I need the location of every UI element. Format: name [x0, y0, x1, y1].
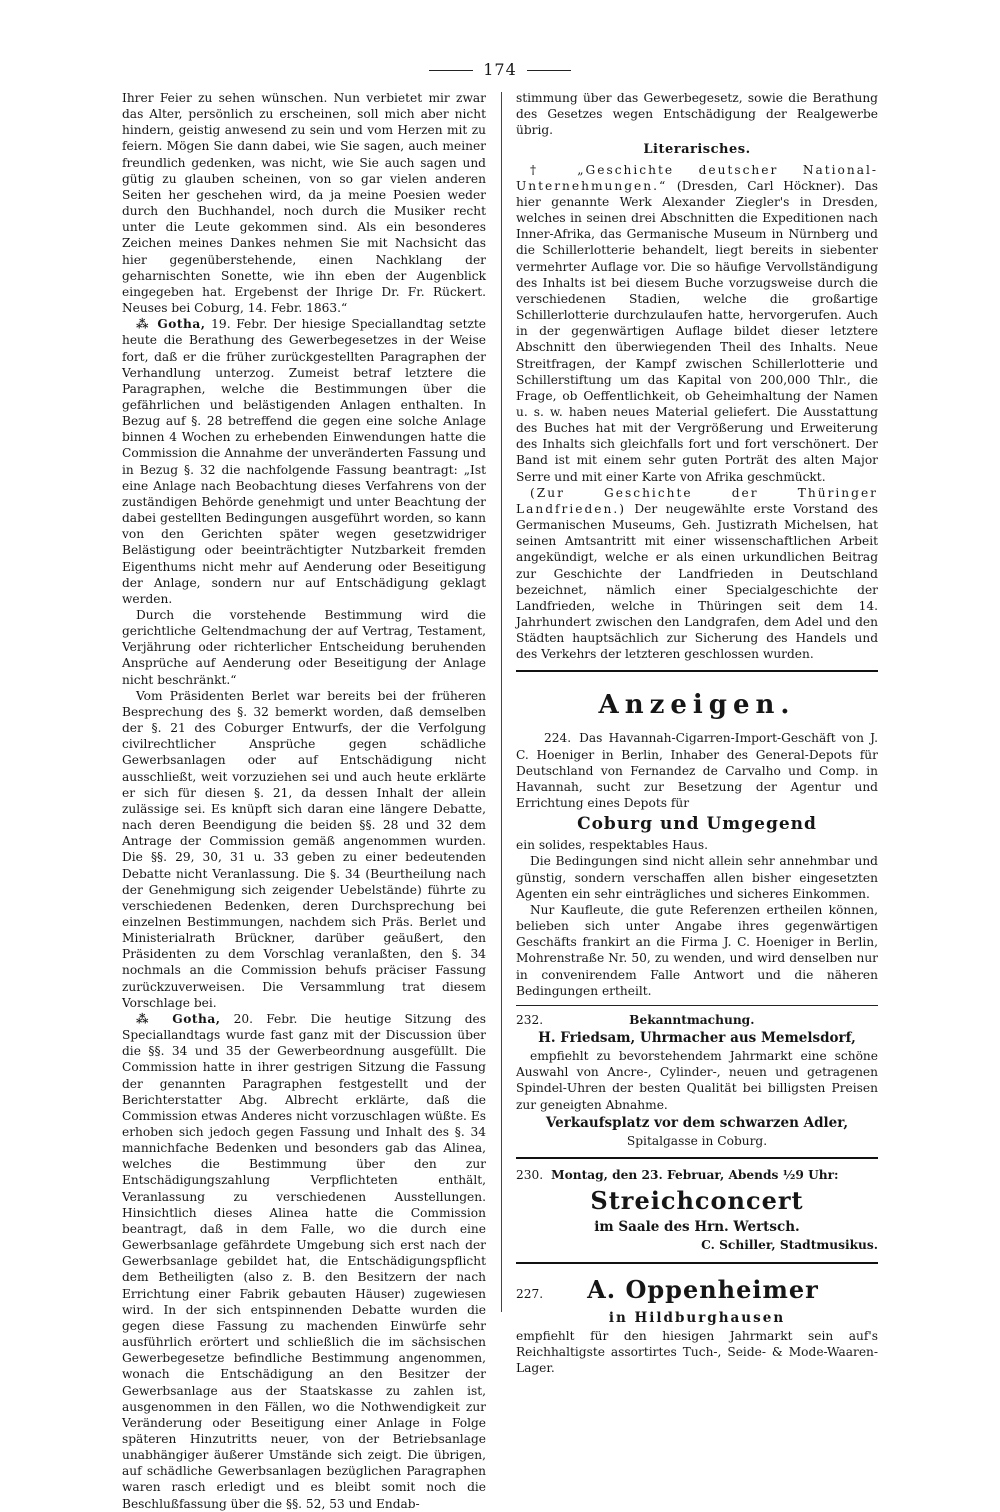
page-number-text: 174 — [483, 60, 517, 79]
ad-224-text: Das Havannah-Cigarren-Import-Geschäft von J. C. Hoeniger in Berlin, Inhaber des General-Depots für Deutschland von Fernandez de Carvalho und Comp. in Havannah, sucht zur Besetzung der Agentur und Errichtung eines Depots für — [516, 731, 878, 811]
left-column — [122, 90, 486, 1512]
rueckert-letter-paragraph: Ihrer Feier zu sehen wünschen. Nun verbietet mir zwar das Alter, persönlich zu erscheinen, soll mich aber nicht hindern, geistig anwesend zu sein und vom Herzen mit zu feiern. Mögen Sie dann dabei, wie Sie sagen, auch meiner freundlich gedenken, was nicht, wie Sie auch sagen und gütig zu glauben scheinen, von so gar vielen anderen Seiten her geschehen wird, da ja meine Poesien weder durch den Buchhandel, noch durch die Musiker recht unter die Leute gekommen sind. Als ein besonderes Zeichen meines Dankes nehmen Sie mit Nachsicht das hier gegenüberstehende, einen Nachklang der geharnischten Sonette, wie ihn eben der Augenblick eingegeben hat. Ergebenst der Ihrige Dr. Fr. Rückert. Neuses bei Coburg, 14. Febr. 1863.“ — [122, 91, 486, 316]
page-number — [0, 60, 1000, 79]
ad-224-number: 224. — [544, 731, 572, 746]
ad-232-place-street: Spitalgasse in Coburg. — [626, 1133, 768, 1148]
landfrieden-text: Der neugewählte erste Vorstand des Germanischen Museums, Geh. Justizrath Michelsen, hat seinen Amtsantritt mit einer wissenschaftlichen Arbeit angekündigt, welche er als einen urkundlichen Beitrag zur Geschichte der Landfrieden in Deutschland bezeichnet, nämlich einer Specialgeschichte der Landfrieden, welche in Thüringen seit dem 14. Jahrhundert zwischen den Landgrafen, dem Adel und den Städten hauptsächlich zur Sicherung des Handels und des Verkehrs der letzteren geschlossen wurden. — [516, 501, 878, 662]
ad-224-house: ein solides, respektables Haus. — [516, 838, 709, 853]
ad-227-name: A. Oppenheimer — [587, 1274, 819, 1304]
dateline-gotha-20: ⁂ Gotha, — [136, 1011, 221, 1026]
ad-232-name: H. Friedsam, Uhrmacher aus Memelsdorf, — [538, 1029, 856, 1046]
dagger-mark: † — [530, 162, 578, 177]
ad-232-header — [516, 1012, 878, 1028]
ad-227-header — [516, 1272, 878, 1308]
right-column — [516, 90, 878, 1376]
ad-230-number: 230. — [516, 1168, 544, 1183]
ads-heading: Anzeigen. — [598, 690, 796, 721]
ad-224-intro — [516, 730, 878, 811]
ad-230-date-line — [516, 1167, 878, 1183]
page-number-rule-right — [527, 70, 571, 71]
ad-232-place: Verkaufsplatz vor dem schwarzen Adler, — [545, 1114, 849, 1131]
ad-divider-1 — [516, 1005, 878, 1006]
ad-232-text: empfiehlt zu bevorstehendem Jahrmarkt eine schöne Auswahl von Ancre-, Cylinder-, neuen und getragenen Spindel-Uhren der besten Qualität bei billigsten Preisen zur geneigten Abnahme. — [516, 1049, 878, 1112]
gotha-report-20-text: 20. Febr. Die heutige Sitzung des Speciallandtags wurde fast ganz mit der Discussion über die §§. 34 und 35 der Gewerbeordnung ausgefüllt. Die Commission hatte in ihrer gestrigen Sitzung die Fassung der genannten Paragraphen festgestellt und der Berichterstatter Abg. Albrecht erklärte, daß die Commission etwas Anderes nicht vorzuschlagen wüßte. Es erhoben sich jedoch gegen Fassung und Inhalt des §. 34 mannichfache Bedenken und besonders gab das Alinea, welches die Bestimmung über den zur Entschädigungszahlung Verpflichteten enthält, Veranlassung zu verschiedenen Ausstellungen. Hinsichtlich dieses Alinea hatte die Commission beantragt, daß in dem Falle, wo die durch eine Gewerbsanlage gefährdete Umgebung sich erst nach der Gewerbsanlage gebildet hat, die Entschädigungspflicht dem Betheiligten (also z. B. den Besitzern der nach Errichtung einer Fabrik gebauten Häuser) zugewiesen wird. In der sich entspinnenden Debatte wurden die gegen diese Fassung zu machenden Einwürfe sehr ausführlich erörtert und schließlich die im sächsischen Gewerbegesetze befindliche Bestimmung angenommen, wonach die Entschädigung an den Besitzer der Gewerbsanlage aus der Staatskasse zu zahlen ist, ausgenommen in den Fällen, wo die Nothwendigkeit zur Veränderung oder Beseitigung einer Anlage in Folge späteren Hinzutritts neuer, von der Betriebsanlage unabhängiger äußerer Umstände sich zeigt. Die übrigen, auf schädliche Gewerbsanlagen bezüglichen Paragraphen waren rasch erledigt und es bleibt somit noch die Beschlußfassung über die §§. 52, 53 und Endab- — [122, 1011, 486, 1511]
gotha-report-19-feb — [122, 316, 486, 607]
gotha-report-continuation: stimmung über das Gewerbegesetz, sowie die Berathung des Gesetzes wegen Entschädigung der Realgewerbe übrig. — [516, 91, 878, 138]
ad-227-number: 227. — [516, 1286, 544, 1301]
ad-227-text: empfiehlt für den hiesigen Jahrmarkt sein auf's Reichhaltigste assortirtes Tuch-, Seide- & Mode-Waaren-Lager. — [516, 1328, 878, 1375]
ad-divider-2 — [516, 1157, 878, 1159]
gotha-report-19-feb-debate: Vom Präsidenten Berlet war bereits bei der früheren Besprechung des §. 32 bemerkt worden, daß demselben der §. 21 des Coburger Entwurfs, der die Verfolgung civilrechtlicher Ansprüche gegen schädliche Gewerbsanlagen oder auf Entschädigung nicht ausschließt, weit vorzuziehen sei und auch heute erklärte er sich für diesen §. 21, da dessen Inhalt der allein zulässige sei. Es knüpft sich daran eine längere Debatte, nach deren Beendigung die beiden §§. 28 und 32 dem Antrage der Commission gemäß angenommen wurden. Die §§. 29, 30, 31 u. 33 geben zu einer bedeutenden Debatte nicht Veranlassung. Die §. 34 (Beurtheilung nach der Genehmigung sich zeigender Uebelstände) führte zu verschiedenen Bedenken, deren Durchsprechung bei einzelnen Bestimmungen, nachdem sich Präs. Berlet und Ministerialrath Brückner, darüber geäußert, den Präsidenten zu dem Vorschlag veranlaßten, den §. 34 nochmals an die Commission behufs präciser Fassung zurückzuverweisen. Die Versammlung trat diesem Vorschlage bei. — [122, 688, 486, 1010]
ad-230-date: Montag, den 23. Februar, Abends ½9 Uhr: — [551, 1168, 839, 1183]
ad-230-title: Streichconcert — [590, 1186, 804, 1216]
ad-230-venue: im Saale des Hrn. Wertsch. — [594, 1219, 800, 1236]
gotha-report-19-text: 19. Febr. Der hiesige Speciallandtag setzte heute die Berathung des Gewerbegesetzes in der Weise fort, daß er die früher zurückgestellten Paragraphen der Verhandlung unterzog. Zumeist betraf letztere die Paragraphen, welche die Bestimmungen über die gefährlichen und belästigenden Anlagen enthalten. In Bezug auf §. 28 betreffend die gegen eine solche Anlage binnen 4 Wochen zu erhebenden Einwendungen hatte die Commission die Annahme der unveränderten Fassung und in Bezug §. 32 die nachfolgende Fassung beantragt: „Ist eine Anlage nach Beobachtung dieses Verfahrens von der zuständigen Behörde genehmigt und unter Beachtung der dabei gestellten Bedingungen ausgeführt worden, so kann von den Gerichten später wegen gesetzwidriger Belästigung oder beeinträchtigter Nutzbarkeit fremden Eigenthums nicht mehr auf Aenderung oder Beseitigung der Anlage, sondern nur auf Entschädigung geklagt werden. — [122, 317, 486, 606]
literary-heading: Literarisches. — [643, 142, 751, 158]
dateline-gotha-19: ⁂ Gotha, — [136, 317, 206, 332]
landfrieden-title: (Zur Geschichte der Thüringer Landfrieden.) — [516, 485, 878, 516]
page-number-rule-left — [429, 70, 473, 71]
literary-book-title: „Geschichte deutscher National-Unternehmungen.“ — [516, 162, 879, 193]
ad-230-signature: C. Schiller, Stadtmusikus. — [701, 1238, 878, 1253]
ad-224-conditions: Die Bedingungen sind nicht allein sehr annehmbar und günstig, sondern verschaffen allen bisher eingesetzten Agenten ein sehr einträgliches und sicheres Einkommen. — [516, 854, 878, 901]
ad-224-headline: Coburg und Umgegend — [577, 814, 817, 835]
ad-232-heading: Bekanntmachung. — [629, 1012, 755, 1027]
gotha-report-19-feb-cont: Durch die vorstehende Bestimmung wird die gerichtliche Geltendmachung der auf Vertrag, Testament, Verjährung oder richterlicher Entscheidung beruhenden Ansprüche auf Aenderung oder Beseitigung der Anlage nicht beschränkt.“ — [122, 608, 486, 687]
ad-224-contact: Nur Kaufleute, die gute Referenzen ertheilen können, belieben sich unter Angabe ihres gegenwärtigen Geschäfts frankirt an die Firma J. C. Hoeniger in Berlin, Mohrenstraße Nr. 50, zu wenden, und wird denselben nur in convenirendem Falle Antwort und die näheren Bedingungen ertheilt. — [516, 902, 878, 998]
literary-review-paragraph — [516, 162, 878, 485]
ad-divider-3 — [516, 1262, 878, 1264]
column-divider — [501, 92, 502, 1312]
ad-232-number: 232. — [516, 1012, 544, 1027]
ad-227-place: in Hildburghausen — [608, 1309, 786, 1326]
section-divider — [516, 670, 878, 672]
gotha-report-20-feb — [122, 1011, 486, 1512]
literary-review-text: (Dresden, Carl Höckner). Das hier genannte Werk Alexander Ziegler's in Dresden, welches in seinen drei Abschnitten die Expeditionen nach Inner-Afrika, das Germanische Museum in Nürnberg und die Schillerlotterie behandelt, liegt bereits in siebenter vermehrter Auflage vor. Die so häufige Vervollständigung des Inhalts ist bei diesem Buche vorzugsweise durch die verschiedenen Stadien, welche die großartige Schillerlotterie durchzulaufen hatte, hervorgerufen. Auch in der gegenwärtigen Auflage bildet dieser letztere Abschnitt den überwiegenden Theil des Inhalts. Neue Streitfragen, der Kampf zwischen Schillerlotterie und Schillerstiftung um das Kapital von 200,000 Thlr., die Frage, ob Oeffentlichkeit, ob Geheimhaltung der Namen u. s. w. haben neues Material geliefert. Die Ausstattung des Buches hat mit der Vergrößerung und Erweiterung des Inhalts sich gleichfalls fort und fort verschönert. Der Band ist mit einem sehr guten Porträt des alten Major Serre und mit einer Karte von Afrika geschmückt. — [516, 178, 878, 484]
landfrieden-paragraph — [516, 485, 878, 663]
